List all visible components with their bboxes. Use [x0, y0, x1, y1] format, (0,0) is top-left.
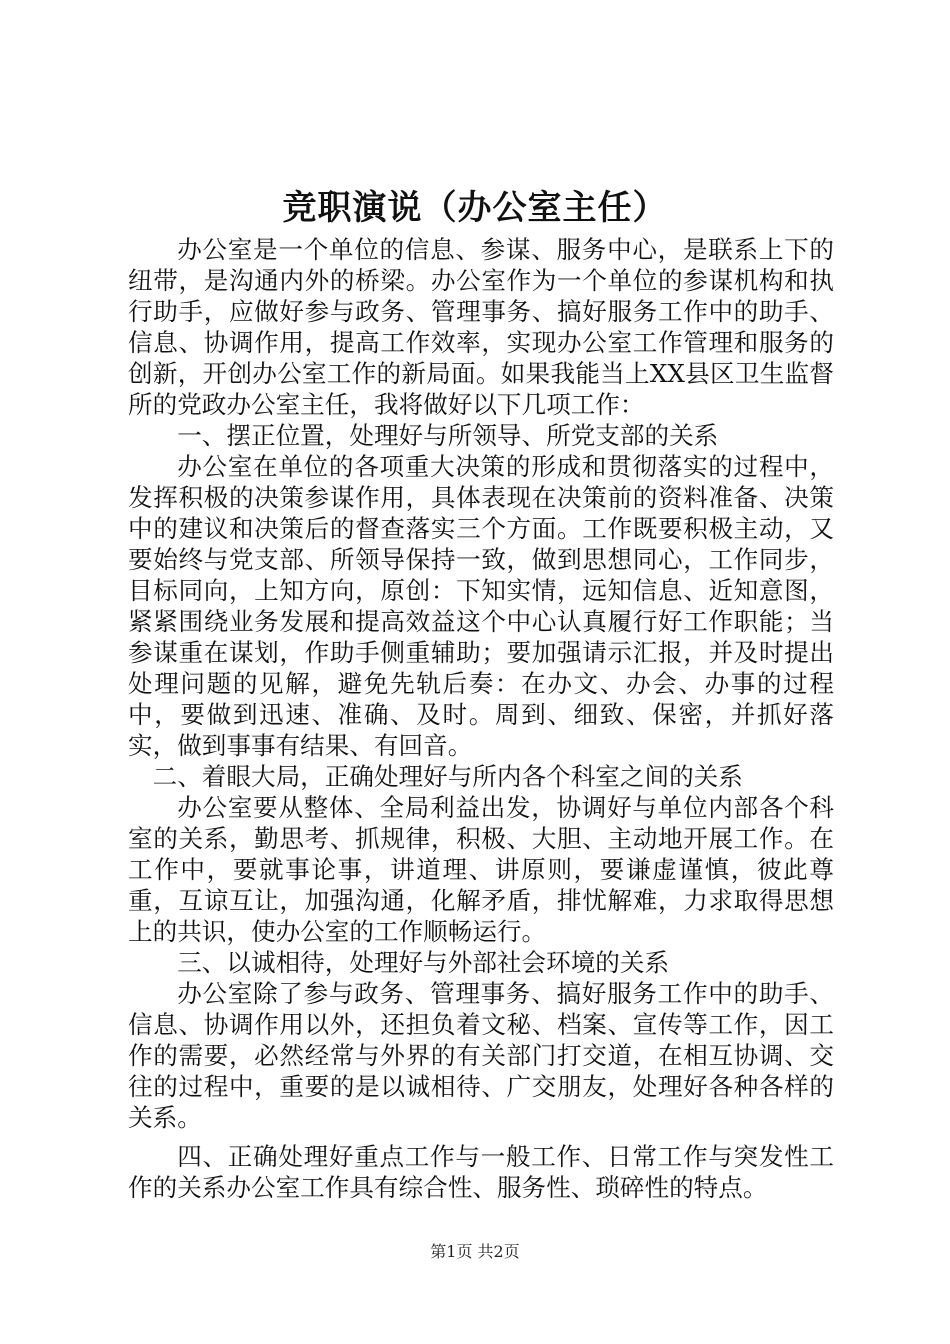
page-footer: 第1页 共2页: [430, 1242, 520, 1261]
document-title: 竞职演说（办公室主任）: [282, 188, 668, 228]
paragraph-section-3: 办公室除了参与政务、管理事务、搞好服务工作中的助手、信息、协调作用以外，还担负着文秘、档案、宣传等工作，因工作的需要，必然经常与外界的有关部门打交道，在相互协调、交往的过程中，重要的是以诚相待、广交朋友，处理好各种各样的关系。: [128, 979, 834, 1132]
paragraph-section-2: 办公室要从整体、全局利益出发，协调好与单位内部各个科室的关系，勤思考、抓规律，积极、大胆、主动地开展工作。在工作中，要就事论事，讲道理、讲原则，要谦虚谨慎，彼此尊重，互谅互让，加强沟通，化解矛盾，排忧解难，力求取得思想上的共识，使办公室的工作顺畅运行。: [128, 793, 834, 946]
section-heading-1: 一、摆正位置，处理好与所领导、所党支部的关系: [177, 421, 719, 450]
paragraph-section-4: 四、正确处理好重点工作与一般工作、日常工作与突发性工作的关系办公室工作具有综合性、服务性、琐碎性的特点。: [128, 1142, 834, 1202]
section-heading-2: 二、着眼大局，正确处理好与所内各个科室之间的关系: [152, 762, 743, 791]
document-body: [128, 234, 834, 1203]
paragraph-section-1: 办公室在单位的各项重大决策的形成和贯彻落实的过程中，发挥积极的决策参谋作用，具体表现在决策前的资料准备、决策中的建议和决策后的督查落实三个方面。工作既要积极主动，又要始终与党支部、所领导保持一致，做到思想同心，工作同步，目标同向，上知方向，原创：下知实情，远知信息、近知意图，紧紧围绕业务发展和提高效益这个中心认真履行好工作职能；当参谋重在谋划，作助手侧重辅助；要加强请示汇报，并及时提出处理问题的见解，避免先轨后奏：在办文、办会、办事的过程中，要做到迅速、准确、及时。周到、细致、保密，并抓好落实，做到事事有结果、有回音。: [128, 452, 834, 760]
paragraph-intro: 办公室是一个单位的信息、参谋、服务中心，是联系上下的纽带，是沟通内外的桥梁。办公室作为一个单位的参谋机构和执行助手，应做好参与政务、管理事务、搞好服务工作中的助手、信息、协调作用，提高工作效率，实现办公室工作管理和服务的创新，开创办公室工作的新局面。如果我能当上XX县区卫生监督所的党政办公室主任，我将做好以下几项工作：: [128, 235, 834, 419]
section-heading-3: 三、以诚相待，处理好与外部社会环境的关系: [177, 948, 670, 977]
